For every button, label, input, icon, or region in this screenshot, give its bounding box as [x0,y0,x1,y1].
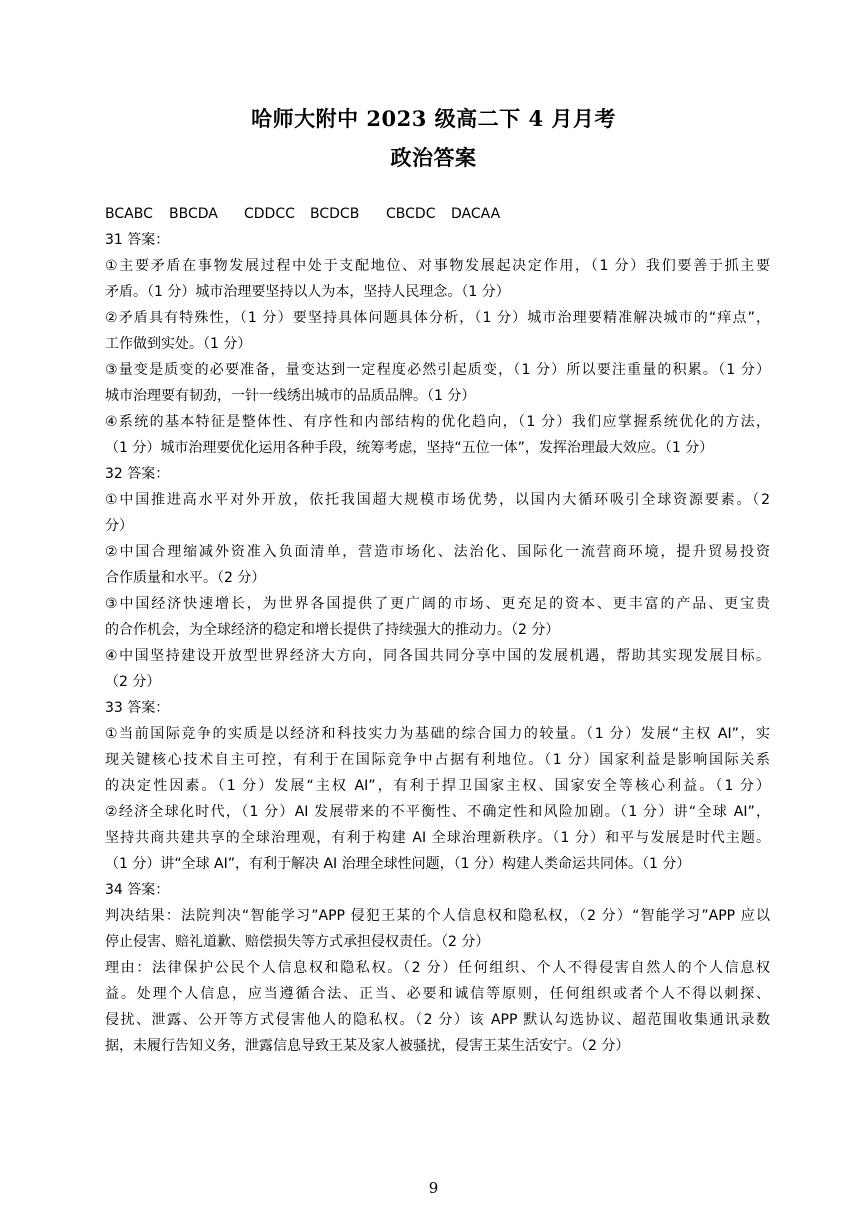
q32-line: ③中国经济快速增长，为世界各国提供了更广阔的市场、更充足的资本、更丰富的产品、更宝贵 [105,596,770,612]
choice-answer-group: DACAA [451,206,501,222]
q34-line: 停止侵害、赔礼道歉、赔偿损失等方式承担侵权责任。（2 分） [105,934,490,950]
page-number: 9 [428,1179,439,1197]
choice-answer-group: BCDCB [310,206,360,222]
answer-content [105,201,770,1059]
q31-line: ④系统的基本特征是整体性、有序性和内部结构的优化趋向，（1 分）我们应掌握系统优化的方法， [105,414,770,430]
q32-line: 合作质量和水平。（2 分） [105,570,266,586]
q34-line: 益。处理个人信息，应当遵循合法、正当、必要和诚信等原则，任何组织或者个人不得以刺探、 [105,986,770,1002]
choice-answer-group: BBCDA [169,206,218,222]
q32-line: （2 分） [105,674,161,690]
q34-line: 理由：法律保护公民个人信息权和隐私权。（2 分）任何组织、个人不得侵害自然人的个人信息权 [105,960,770,976]
q32-line: 的合作机会，为全球经济的稳定和增长提供了持续强大的推动力。（2 分） [105,622,560,638]
q32-line: ①中国推进高水平对外开放，依托我国超大规模市场优势，以国内大循环吸引全球资源要素。（2 [105,492,770,508]
q34-line: 侵扰、泄露、公开等方式侵害他人的隐私权。（2 分）该 APP 默认勾选协议、超范围收集通讯录数 [105,1012,770,1028]
q34-line: 据，未履行告知义务，泄露信息导致王某及家人被骚扰，侵害王某生活安宁。（2 分） [105,1038,630,1054]
choice-answer-group: CBCDC [386,206,436,222]
q33-line: 现关键核心技术自主可控，有利于在国际竞争中占据有利地位。（1 分）国家利益是影响国际关系 [105,752,770,768]
choice-answer-group: CDDCC [244,206,295,222]
q31-line: （1 分）城市治理要优化运用各种手段，统筹考虑，坚持“五位一体”，发挥治理最大效应。（1 分） [105,440,714,456]
q32-heading: 32 答案： [105,466,170,482]
q33-line: ①当前国际竞争的实质是以经济和科技实力为基础的综合国力的较量。（1 分）发展“主权 AI”，实 [105,726,770,742]
page-subtitle: 政治答案 [390,145,477,170]
q31-line: 矛盾。（1 分）城市治理要坚持以人为本，坚持人民理念。（1 分） [105,284,510,300]
q32-line: 分） [105,518,133,534]
q31-heading: 31 答案： [105,232,170,248]
q33-line: 的决定性因素。（1 分）发展“主权 AI”，有利于捍卫国家主权、国家安全等核心利益。（1 分） [105,778,770,794]
q33-line: 坚持共商共建共享的全球治理观，有利于构建 AI 全球治理新秩序。（1 分）和平与发展是时代主题。 [105,830,770,846]
page-title: 哈师大附中 2023 级高二下 4 月月考 [251,106,616,131]
q33-line: （1 分）讲“全球 AI”，有利于解决 AI 治理全球性问题，（1 分）构建人类命运共同体。（1 分） [105,856,691,872]
q31-line: 城市治理要有韧劲，一针一线绣出城市的品质品牌。（1 分） [105,388,476,404]
q33-heading: 33 答案： [105,700,170,716]
q31-line: 工作做到实处。（1 分） [105,336,252,352]
q34-line: 判决结果：法院判决“智能学习”APP 侵犯王某的个人信息权和隐私权，（2 分）“智能学习”APP 应以 [105,908,770,924]
q33-line: ②经济全球化时代，（1 分）AI 发展带来的不平衡性、不确定性和风险加剧。（1 分）讲“全球 AI”， [105,804,770,820]
q32-line: ②中国合理缩减外资准入负面清单，营造市场化、法治化、国际化一流营商环境，提升贸易投资 [105,544,770,560]
q34-heading: 34 答案： [105,882,170,898]
q32-line: ④中国坚持建设开放型世界经济大方向，同各国共同分享中国的发展机遇，帮助其实现发展目标。 [105,648,770,664]
choice-answers [105,201,770,227]
q31-line: ②矛盾具有特殊性，（1 分）要坚持具体问题具体分析，（1 分）城市治理要精准解决城市的“痒点”， [105,310,770,326]
q31-line: ①主要矛盾在事物发展过程中处于支配地位、对事物发展起决定作用，（1 分）我们要善于抓主要 [105,258,770,274]
choice-answer-group: BCABC [105,206,153,222]
q31-line: ③量变是质变的必要准备，量变达到一定程度必然引起质变，（1 分）所以要注重量的积累。（1 分） [105,362,770,378]
